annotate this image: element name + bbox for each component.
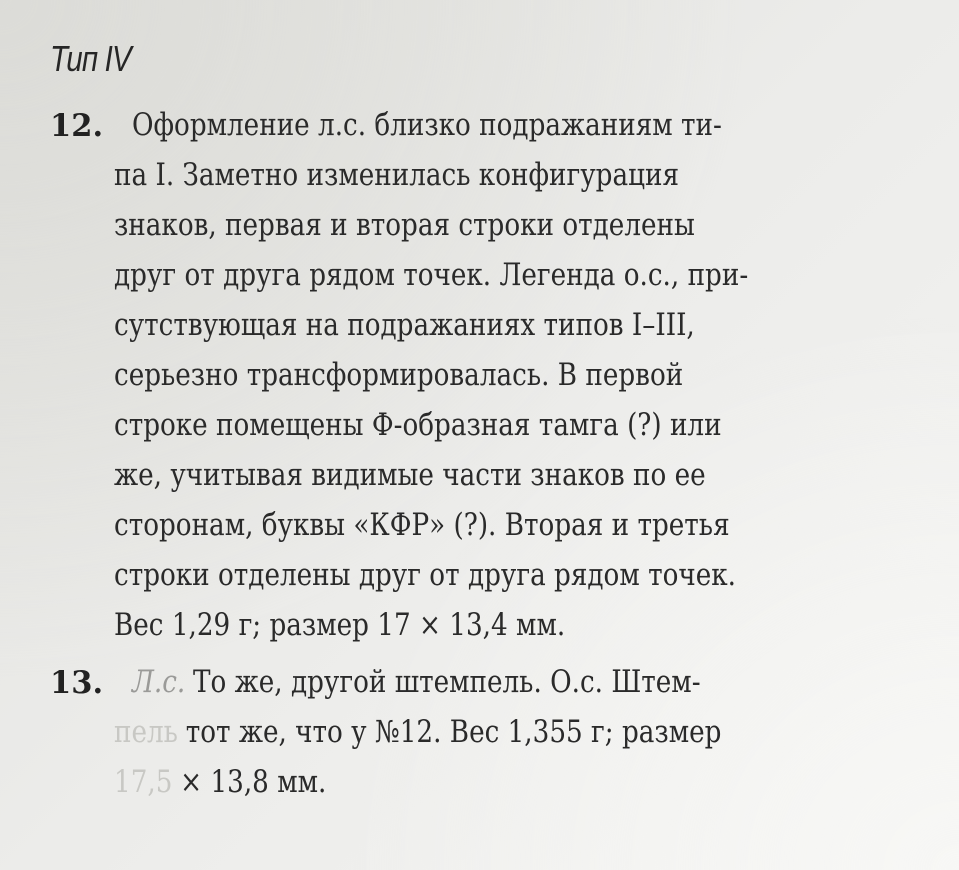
- text-run: То же, другой штемпель. О.с. Штем-: [193, 665, 701, 700]
- faded-text: 17,5: [114, 765, 173, 800]
- text-run: тот же, что у №12. Вес 1,355 г; размер: [185, 715, 722, 750]
- text-line: строке помещены Ф-образная тамга (?) или: [114, 408, 722, 443]
- obverse-abbrev: Л.с.: [132, 665, 186, 700]
- text-line: же, учитывая видимые части знаков по ее: [114, 458, 706, 493]
- text-line: серьезно трансформировалась. В первой: [114, 358, 684, 393]
- text-line: [114, 765, 334, 800]
- text-line: па I. Заметно изменилась конфигурация: [114, 158, 680, 193]
- text-line: Вес 1,29 г; размер 17 × 13,4 мм.: [114, 608, 566, 643]
- text-line: сторонам, буквы «КФР» (?). Вторая и третья: [114, 508, 730, 543]
- text-line: строки отделены друг от друга рядом точек.: [114, 558, 736, 593]
- text-line: [132, 665, 708, 700]
- text-line: друг от друга рядом точек. Легенда о.с., при-: [114, 258, 749, 293]
- text-line: Оформление л.с. близко подражаниям ти-: [132, 108, 722, 143]
- entry-number: 13.: [50, 665, 104, 701]
- text-line: сутствующая на подражаниях типов I–III,: [114, 308, 695, 343]
- text-line: знаков, первая и вторая строки отделены: [114, 208, 695, 243]
- section-heading: Тип IV: [50, 38, 131, 79]
- text-run: × 13,8 мм.: [180, 765, 327, 800]
- faded-text: пель: [114, 715, 178, 750]
- text-line: [114, 715, 729, 750]
- entry-number: 12.: [50, 108, 104, 144]
